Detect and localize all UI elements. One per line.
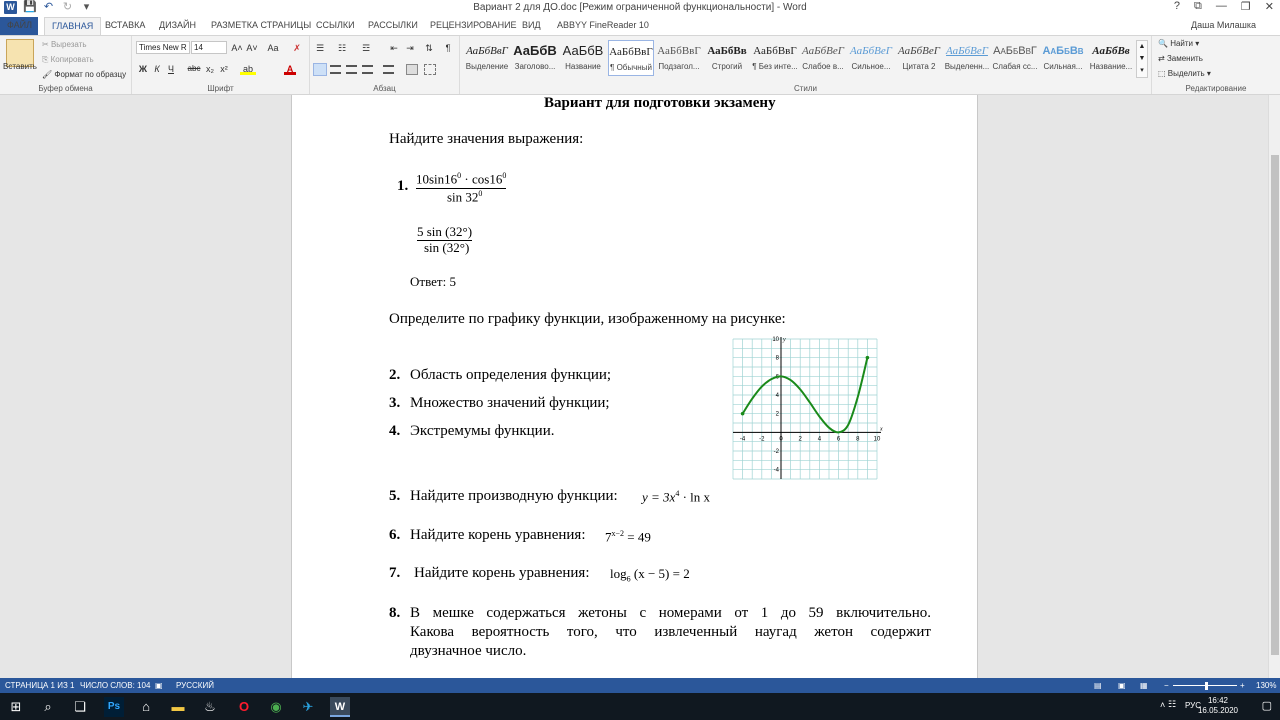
tab-insert[interactable]: ВСТАВКА	[105, 20, 146, 30]
decrease-indent-icon[interactable]: ⇤	[390, 43, 398, 53]
style-name: Слабая сс...	[992, 62, 1038, 71]
style-preview: АаБбВв	[1092, 45, 1130, 57]
q7-number: 7.	[389, 565, 401, 581]
underline-button[interactable]: Ч	[168, 64, 174, 74]
q8-number: 8.	[389, 605, 401, 621]
y-axis-label: y	[783, 337, 786, 343]
maps-icon[interactable]: ◉	[270, 699, 282, 714]
q1-numerator	[416, 171, 506, 189]
q1-deg-3: 0	[478, 189, 483, 198]
style-preview: АаБбВеГ	[850, 45, 892, 57]
search-icon[interactable]: ⌕	[44, 699, 52, 714]
q2-number: 2.	[389, 367, 401, 383]
x-tick-label: -2	[759, 436, 765, 443]
y-tick-label: 2	[775, 411, 779, 418]
clock[interactable]	[1198, 696, 1238, 716]
style-item[interactable]	[704, 40, 750, 76]
y-tick-label: -2	[773, 449, 779, 455]
q6-base: 7	[605, 529, 612, 545]
styles-scroll-icon[interactable]: ▲ ▼ ▾	[1136, 40, 1148, 78]
q1-alt-denominator: sin (32°)	[424, 240, 470, 255]
q5-number: 5.	[389, 488, 401, 504]
web-layout-icon[interactable]: ▦	[1140, 681, 1148, 690]
notifications-icon[interactable]: ▢	[1261, 700, 1272, 712]
document-area	[0, 95, 1268, 678]
undo-icon[interactable]: ↶	[43, 1, 54, 13]
style-name: Выделенн...	[944, 62, 990, 71]
photoshop-icon[interactable]: Ps	[104, 697, 124, 717]
y-tick-label: -4	[773, 467, 779, 474]
multilevel-list-icon[interactable]: ☲	[361, 43, 371, 53]
styles-group	[460, 36, 1152, 94]
q3-number: 3.	[389, 395, 401, 411]
q5-text: Найдите производную функции:	[410, 488, 618, 504]
q1-answer: Ответ: 5	[410, 274, 456, 289]
find-label: Найти	[1170, 39, 1194, 48]
q5-formula-exp: 4	[675, 489, 680, 498]
y-tick-label: 10	[772, 337, 779, 343]
q5-formula-tail: · ln x	[682, 489, 711, 505]
q1-denominator-sin: sin 32	[447, 189, 479, 205]
paragraph-group-label: Абзац	[373, 84, 396, 93]
customize-qat-icon[interactable]: ▾	[83, 1, 90, 13]
shrink-font-icon[interactable]: A˅	[246, 43, 258, 53]
paragraph-group	[310, 36, 460, 94]
restore-button[interactable]: ❐	[1240, 1, 1251, 13]
clock-time: 16:42	[1207, 696, 1228, 705]
q1-deg-1: 0	[457, 171, 462, 180]
bold-button[interactable]: Ж	[138, 64, 148, 74]
style-item[interactable]	[848, 40, 894, 76]
y-tick-label: 4	[775, 393, 779, 399]
style-preview: АаБбВв	[1042, 45, 1084, 57]
ribbon	[0, 35, 1280, 95]
graph-grid	[733, 339, 877, 479]
sort-icon[interactable]: ⇅	[425, 43, 433, 53]
copy-label: Копировать	[50, 55, 94, 64]
q1-numerator-cos: cos16	[472, 171, 503, 187]
x-tick-label: -4	[739, 436, 746, 443]
style-name: Цитата 2	[902, 62, 936, 71]
increase-indent-icon[interactable]: ⇥	[406, 43, 414, 53]
tab-design[interactable]: ДИЗАЙН	[159, 20, 196, 30]
paste-button[interactable]: Вставить	[3, 62, 37, 71]
editing-group	[1152, 36, 1280, 94]
save-icon[interactable]: 💾	[23, 1, 37, 13]
title-bar	[0, 0, 1280, 17]
q8-line-2: Какова вероятность того, что извлеченный наугад жетон содержит	[410, 624, 931, 640]
ribbon-display-options-icon[interactable]: ⧉	[1194, 0, 1202, 12]
replace-button[interactable]: ⇄ Заменить	[1158, 54, 1203, 63]
tab-review[interactable]: РЕЦЕНЗИРОВАНИЕ	[430, 20, 517, 30]
styles-group-label: Стили	[793, 84, 818, 93]
editing-group-label: Редактирование	[1185, 84, 1247, 93]
tab-abbyy[interactable]: ABBYY FineReader 10	[557, 20, 649, 30]
justify-icon[interactable]	[362, 65, 373, 74]
font-group-label: Шрифт	[207, 84, 234, 93]
style-preview: АаБбВеГ	[802, 45, 844, 57]
style-item[interactable]	[464, 40, 510, 76]
function-graph	[727, 335, 887, 485]
zoom-in-button[interactable]: +	[1240, 681, 1245, 690]
x-tick-label: 2	[798, 436, 802, 443]
tray-language[interactable]: РУС	[1185, 701, 1202, 710]
opera-icon[interactable]: O	[238, 699, 250, 714]
bullets-icon[interactable]: ☰	[315, 43, 325, 53]
zoom-out-button[interactable]: −	[1164, 681, 1169, 690]
style-name: Выделение	[465, 62, 509, 71]
q1-number: 1.	[397, 178, 409, 194]
file-explorer-icon[interactable]: ▬	[171, 699, 185, 714]
cut-button[interactable]: ✂ Вырезать	[42, 40, 87, 49]
graph-intro-text: Определите по графику функции, изображенному на рисунке:	[389, 311, 786, 327]
style-item[interactable]	[1088, 40, 1134, 76]
style-name: Сильное...	[851, 62, 891, 71]
q7-formula	[610, 566, 690, 584]
q6-number: 6.	[389, 527, 401, 543]
copy-button[interactable]: ⎘ Копировать	[42, 55, 94, 64]
q6-text: Найдите корень уравнения:	[410, 527, 586, 543]
font-size-combo[interactable]: 14	[191, 41, 227, 54]
clock-date: 16.05.2020	[1197, 706, 1238, 715]
align-right-icon[interactable]	[346, 65, 357, 74]
close-button[interactable]: ✕	[1264, 1, 1274, 13]
q7-base: 6	[626, 574, 631, 584]
style-preview: АаБбВвГ	[466, 45, 508, 57]
numbering-icon[interactable]: ☷	[337, 43, 347, 53]
q1-alt-numerator: 5 sin (32°)	[417, 224, 473, 239]
window-title: Вариант 2 для ДО.doc [Режим ограниченной функциональности] - Word	[473, 2, 807, 13]
minimize-button[interactable]: —	[1215, 0, 1227, 12]
style-preview: АаБбВеГ	[946, 45, 988, 57]
style-item[interactable]	[896, 40, 942, 76]
select-button[interactable]: ⬚ Выделить ▾	[1158, 69, 1211, 78]
style-name: ¶ Обычный	[610, 63, 652, 72]
curve-endpoint	[741, 412, 745, 416]
style-item[interactable]	[992, 40, 1038, 76]
x-tick-label: 4	[817, 436, 822, 443]
scrollbar-thumb[interactable]	[1271, 155, 1279, 655]
steam-icon[interactable]: ♨	[204, 699, 216, 714]
style-item[interactable]	[656, 40, 702, 76]
style-item[interactable]	[1040, 40, 1086, 76]
tab-home[interactable]: ГЛАВНАЯ	[44, 17, 101, 36]
user-account[interactable]: Даша Милашка	[1191, 20, 1256, 30]
q7-tail: (x − 5) = 2	[633, 566, 690, 581]
x-tick-label: 6	[836, 436, 841, 443]
style-preview: АаБбВвГ	[993, 45, 1037, 57]
q6-tail: = 49	[627, 529, 651, 545]
q8-line-1: В мешке содержаться жетоны с номерами от 1 до 59 включительно.	[410, 605, 931, 621]
y-tick-label: 6	[775, 374, 779, 381]
y-tick-label: 8	[775, 355, 779, 362]
select-label: Выделить	[1167, 69, 1205, 78]
status-bar	[0, 678, 1280, 693]
clear-formatting-icon[interactable]: ✗	[293, 43, 301, 53]
q8-line-3: двузначное число.	[410, 643, 527, 659]
borders-icon[interactable]	[424, 64, 436, 75]
document-page[interactable]	[291, 95, 978, 678]
format-painter-button[interactable]: 🖌 Формат по образцу	[42, 70, 127, 79]
taskbar	[0, 693, 1280, 720]
q7-text: Найдите корень уравнения:	[414, 565, 590, 581]
highlight-icon[interactable]: ab	[240, 63, 256, 75]
q1-dot: ·	[464, 171, 469, 187]
style-preview: АаБбВвГ	[609, 46, 653, 58]
q1-denominator	[447, 189, 482, 205]
style-item[interactable]	[560, 40, 606, 76]
x-tick-label: 0	[779, 436, 783, 443]
word-taskbar-icon[interactable]: W	[330, 697, 350, 717]
style-item[interactable]	[944, 40, 990, 76]
style-preview: АаБбВ	[562, 43, 604, 58]
subscript-button[interactable]: x₂	[206, 64, 214, 74]
style-name: Сильная...	[1043, 62, 1083, 71]
q1-deg-2: 0	[502, 171, 507, 180]
style-name: Подзагол...	[658, 62, 700, 71]
telegram-icon[interactable]: ✈	[302, 699, 314, 714]
intro-text: Найдите значения выражения:	[389, 131, 584, 147]
shading-icon[interactable]	[406, 64, 418, 75]
style-name: Название...	[1089, 62, 1133, 71]
style-item[interactable]	[608, 40, 654, 76]
help-icon[interactable]: ?	[1173, 0, 1181, 12]
q1-numerator-sin: 10sin16	[416, 171, 458, 187]
tray-show-hidden-icon[interactable]: ˄	[1160, 700, 1166, 710]
align-left-icon[interactable]	[313, 63, 327, 76]
style-preview: АаБбВвГ	[753, 45, 797, 57]
tab-mailings[interactable]: РАССЫЛКИ	[368, 20, 418, 30]
q4-number: 4.	[389, 423, 401, 439]
superscript-button[interactable]: x²	[220, 64, 228, 74]
q6-exp: x−2	[611, 529, 625, 538]
find-button[interactable]: 🔍 Найти ▾	[1158, 39, 1200, 48]
curve-endpoint	[866, 356, 870, 360]
style-preview: АаБбВеГ	[898, 45, 940, 57]
cut-label: Вырезать	[50, 40, 87, 49]
network-icon[interactable]: ☷	[1168, 699, 1177, 709]
q3-text: Множество значений функции;	[410, 395, 610, 411]
replace-label: Заменить	[1166, 54, 1203, 63]
style-name: Слабое в...	[802, 62, 844, 71]
strikethrough-button[interactable]: abc	[187, 64, 201, 73]
style-preview: АаБбВв	[707, 45, 747, 57]
align-center-icon[interactable]	[330, 65, 341, 74]
document-heading: Вариант для подготовки экзамену	[544, 95, 776, 111]
proofing-icon[interactable]: ▣	[155, 681, 163, 690]
tab-layout[interactable]: РАЗМЕТКА СТРАНИЦЫ	[211, 20, 312, 30]
task-view-icon[interactable]: ❏	[74, 699, 86, 714]
format-painter-label: Формат по образцу	[54, 70, 127, 79]
style-name: ¶ Без инте...	[752, 62, 798, 71]
tab-references[interactable]: ССЫЛКИ	[316, 20, 355, 30]
style-item[interactable]	[512, 40, 558, 76]
home-icon[interactable]: ⌂	[142, 699, 150, 714]
font-name-combo[interactable]: Times New R	[136, 41, 190, 54]
font-color-icon[interactable]: A	[284, 63, 296, 75]
word-count[interactable]: ЧИСЛО СЛОВ: 104	[80, 681, 151, 690]
style-preview: АаБбВ	[513, 43, 557, 58]
q2-text: Область определения функции;	[410, 367, 612, 383]
line-spacing-icon[interactable]	[383, 65, 394, 74]
font-group	[132, 36, 310, 94]
style-name: Название	[565, 62, 601, 71]
graph-axes	[733, 337, 881, 479]
x-tick-label: 8	[856, 436, 860, 443]
redo-icon[interactable]: ↻	[62, 1, 73, 13]
change-case-icon[interactable]: Aa	[267, 43, 279, 53]
zoom-slider-thumb[interactable]	[1205, 682, 1208, 690]
ribbon-tabs	[0, 17, 1280, 35]
q4-text: Экстремумы функции.	[410, 423, 555, 439]
style-name: Строгий	[711, 62, 743, 71]
style-item[interactable]	[752, 40, 798, 76]
style-preview: АаБбВвГ	[657, 45, 701, 57]
grow-font-icon[interactable]: A˄	[231, 43, 243, 53]
page-count[interactable]: СТРАНИЦА 1 ИЗ 1	[5, 681, 75, 690]
clipboard-group	[0, 36, 132, 94]
style-item[interactable]	[800, 40, 846, 76]
start-icon[interactable]: ⊞	[10, 699, 22, 714]
language-indicator[interactable]: РУССКИЙ	[176, 681, 214, 690]
window-controls	[1174, 0, 1274, 13]
clipboard-group-label: Буфер обмена	[38, 84, 93, 93]
tab-file[interactable]: ФАЙЛ	[0, 17, 38, 35]
q5-formula	[642, 489, 710, 505]
show-marks-icon[interactable]: ¶	[445, 43, 451, 53]
x-tick-label: 10	[873, 436, 881, 443]
q6-formula	[605, 529, 651, 545]
print-layout-icon[interactable]: ▣	[1118, 681, 1126, 690]
italic-button[interactable]: К	[154, 64, 160, 74]
zoom-level[interactable]: 130%	[1256, 681, 1277, 690]
style-name: Заголово...	[514, 62, 556, 71]
read-mode-icon[interactable]: ▤	[1094, 681, 1102, 690]
q7-log: log	[610, 566, 627, 581]
tab-view[interactable]: ВИД	[522, 20, 541, 30]
q5-formula-main: y = 3x	[642, 489, 676, 505]
vertical-scrollbar[interactable]	[1268, 95, 1280, 678]
x-axis-label: x	[880, 426, 883, 433]
word-icon: W	[4, 1, 17, 14]
